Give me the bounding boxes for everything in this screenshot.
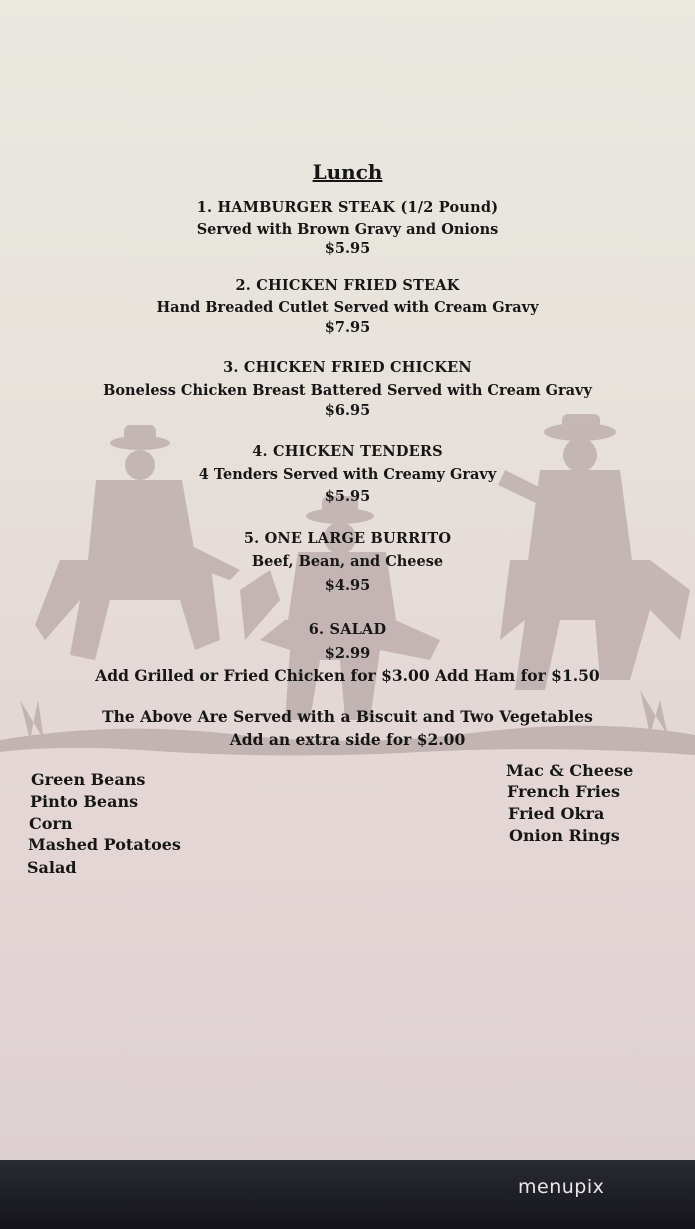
side-item: Pinto Beans xyxy=(30,792,139,811)
side-item: Green Beans xyxy=(31,770,146,789)
item-4-description: 4 Tenders Served with Creamy Gravy xyxy=(198,466,497,483)
item-1-price: $5.95 xyxy=(324,240,371,257)
item-6-price: $2.99 xyxy=(324,645,371,662)
menu-title: Lunch xyxy=(312,160,383,184)
extra-side-note: Add an extra side for $2.00 xyxy=(229,730,466,749)
side-item: Corn xyxy=(29,814,73,833)
menupix-watermark-logo: menupix xyxy=(518,1176,605,1198)
item-1-description: Served with Brown Gravy and Onions xyxy=(196,221,499,238)
item-3-price: $6.95 xyxy=(324,402,371,419)
side-item: Salad xyxy=(27,858,77,877)
side-item: Onion Rings xyxy=(509,826,620,845)
item-5-price: $4.95 xyxy=(324,577,371,594)
item-3-name: 3. CHICKEN FRIED CHICKEN xyxy=(223,359,472,376)
item-6-addon: Add Grilled or Fried Chicken for $3.00 Add Ham for $1.50 xyxy=(95,666,600,685)
item-1-name: 1. HAMBURGER STEAK (1/2 Pound) xyxy=(196,199,499,216)
side-item: Mac & Cheese xyxy=(506,761,634,780)
item-5-name: 5. ONE LARGE BURRITO xyxy=(243,530,452,547)
item-2-description: Hand Breaded Cutlet Served with Cream Gravy xyxy=(156,299,539,316)
item-2-name: 2. CHICKEN FRIED STEAK xyxy=(235,277,460,294)
item-5-description: Beef, Bean, and Cheese xyxy=(251,553,444,570)
item-2-price: $7.95 xyxy=(324,319,371,336)
item-4-price: $5.95 xyxy=(324,488,371,505)
side-item: Fried Okra xyxy=(508,804,605,823)
item-6-name: 6. SALAD xyxy=(308,621,387,638)
side-item: Mashed Potatoes xyxy=(28,835,181,854)
item-3-description: Boneless Chicken Breast Battered Served with Cream Gravy xyxy=(103,382,592,399)
served-with-note: The Above Are Served with a Biscuit and Two Vegetables xyxy=(102,707,593,726)
item-4-name: 4. CHICKEN TENDERS xyxy=(252,443,443,460)
side-item: French Fries xyxy=(507,782,621,801)
